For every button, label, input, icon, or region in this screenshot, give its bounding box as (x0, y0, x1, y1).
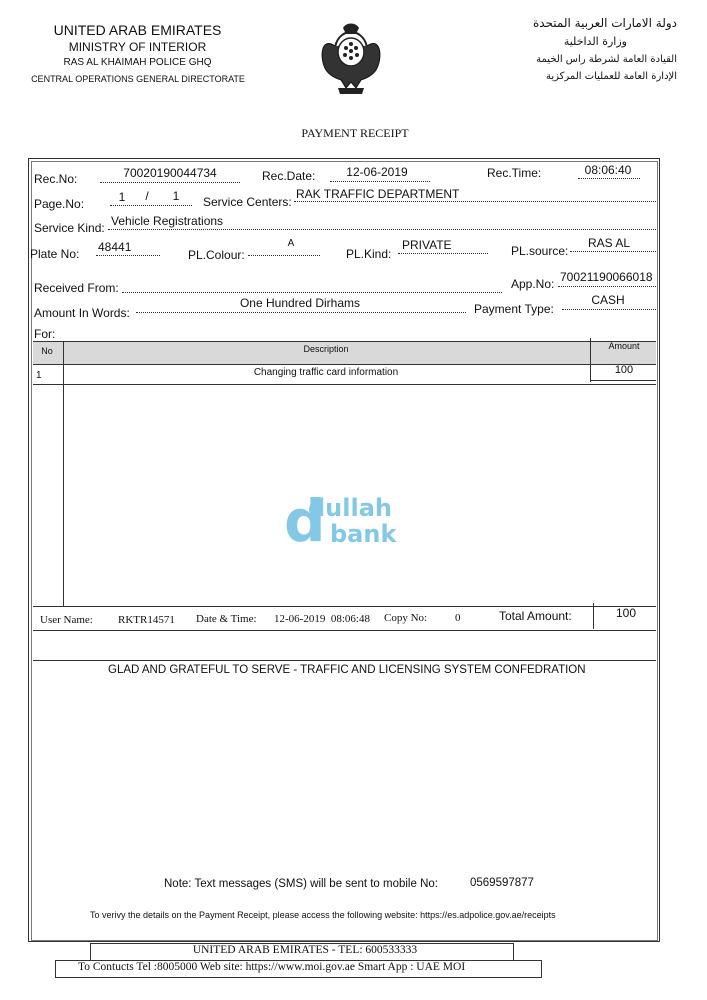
pl-kind-value: PRIVATE (402, 238, 452, 252)
service-kind-label: Service Kind: (34, 221, 105, 235)
received-from-label: Received From: (34, 281, 119, 295)
rec-no-label: Rec.No: (34, 172, 78, 186)
amount-words-label: Amount In Words: (34, 306, 130, 320)
app-no-label: App.No: (511, 277, 555, 291)
datetime-label: Date & Time: (196, 613, 257, 625)
service-centers-label: Service Centers: (203, 195, 292, 209)
uae-emblem-icon (316, 18, 386, 98)
pl-colour-label: PL.Colour: (188, 248, 245, 262)
amount-words-value: One Hundred Dirhams (239, 296, 361, 310)
app-no-value: 70021190066018 (560, 270, 653, 284)
plate-no-label: Plate No: (30, 247, 80, 261)
copy-no-label: Copy No: (384, 612, 428, 624)
rec-date-value: 12-06-2019 (346, 165, 408, 179)
user-name-value: RKTR14571 (118, 614, 175, 626)
header-en-line3: RAS AL KHAIMAH POLICE GHQ (63, 57, 212, 68)
header-ar-line3: القيادة العامة لشرطة راس الخيمة (536, 54, 677, 65)
row-description: Changing traffic card information (253, 367, 399, 378)
sms-mobile: 0569597877 (470, 877, 534, 889)
service-kind-value: Vehicle Registrations (111, 214, 224, 228)
header-ar-line1: دولة الامارات العربية المتحدة (532, 16, 677, 30)
pl-colour-value: A (287, 238, 295, 249)
page-no-b: 1 (172, 189, 180, 203)
copy-no-value: 0 (455, 612, 461, 624)
rec-time-value: 08:06:40 (584, 163, 632, 177)
header-ar-line4: الإدارة العامة للعمليات المركزية (545, 71, 677, 82)
watermark-big-letter: d (284, 487, 326, 555)
page-no-label: Page.No: (34, 197, 85, 211)
payment-type-value: CASH (591, 293, 625, 307)
row-amount: 100 (614, 364, 634, 376)
col-header-no: No (41, 346, 53, 356)
watermark-line1: dullah (308, 494, 392, 522)
col-header-amount: Amount (608, 341, 640, 351)
row-no: 1 (36, 370, 42, 381)
pl-source-label: PL.source: (511, 244, 569, 258)
datetime-value: 12-06-2019 08:06:48 (274, 613, 370, 625)
pl-kind-label: PL.Kind: (346, 247, 392, 261)
bottom-line-1: UNITED ARAB EMIRATES - TEL: 600533333 (192, 944, 418, 956)
header-en-line1: UNITED ARAB EMIRATES (53, 22, 222, 38)
for-label: For: (34, 327, 56, 341)
user-name-label: User Name: (40, 614, 93, 626)
page-title: PAYMENT RECEIPT (301, 126, 409, 140)
total-amount-value: 100 (616, 606, 637, 620)
verify-note: To verivy the details on the Payment Receipt, please access the following website: https://es.adpolice.gov.ae/receipts (90, 910, 556, 920)
plate-no-value: 48441 (98, 240, 132, 254)
watermark-line2: bank (330, 520, 397, 548)
pl-source-value: RAS AL (588, 236, 631, 250)
header-en-line4: CENTRAL OPERATIONS GENERAL DIRECTORATE (31, 74, 245, 84)
bottom-line-2: To Contucts Tel :8005000 Web site: https://www.moi.gov.ae Smart App : UAE MOI (78, 961, 466, 973)
slogan-text: GLAD AND GRATEFUL TO SERVE - TRAFFIC AND LICENSING SYSTEM CONFEDRATION (108, 664, 586, 676)
sms-note: Note: Text messages (SMS) will be sent to mobile No: (164, 878, 438, 890)
service-centers-value: RAK TRAFFIC DEPARTMENT (296, 187, 460, 201)
watermark-logo (284, 487, 425, 556)
page-no-separator: / (145, 189, 149, 203)
rec-no-value: 70020190044734 (123, 166, 217, 180)
table-row (33, 364, 656, 382)
header-en-line2: MINISTRY OF INTERIOR (68, 40, 207, 54)
rec-date-label: Rec.Date: (262, 169, 316, 183)
rec-time-label: Rec.Time: (487, 166, 542, 180)
payment-type-label: Payment Type: (474, 302, 554, 316)
total-amount-label: Total Amount: (499, 609, 572, 623)
col-header-description: Description (303, 344, 349, 354)
header-ar-line2: وزارة الداخلية (563, 35, 627, 48)
page-no-a: 1 (118, 190, 126, 204)
